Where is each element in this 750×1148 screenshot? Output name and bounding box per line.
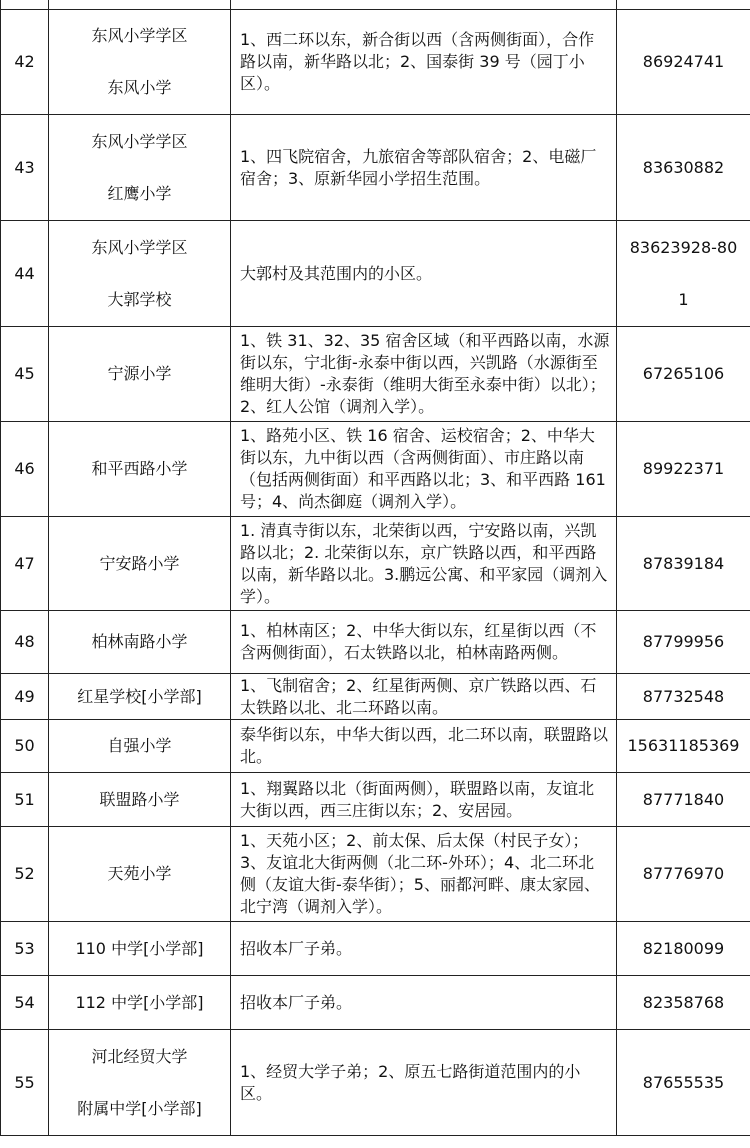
enrollment-range: 1、天苑小区；2、前太保、后太保（村民子女）；3、友谊北大街两侧（北二环-外环）；4、北二环北侧（友谊大街-泰华街）；5、丽都河畔、康太家园、北宁湾（调剂入学）。 bbox=[231, 827, 617, 922]
school-name-cell bbox=[49, 422, 231, 517]
row-number: 51 bbox=[1, 773, 49, 827]
phone-number: 87776970 bbox=[642, 864, 725, 883]
enrollment-range: 1、翔翼路以北（街面两侧），联盟路以南，友谊北大街以西，西三庄街以东；2、安居园。 bbox=[231, 773, 617, 827]
phone-cell bbox=[617, 221, 750, 327]
school-name-cell bbox=[49, 517, 231, 611]
row-number: 48 bbox=[1, 611, 49, 674]
row-number: 46 bbox=[1, 422, 49, 517]
table-row bbox=[1, 221, 750, 327]
row-number: 44 bbox=[1, 221, 49, 327]
phone-cell bbox=[617, 611, 750, 674]
phone-cell bbox=[617, 327, 750, 422]
school-name: 柏林南路小学 bbox=[91, 632, 188, 651]
phone-number: 67265106 bbox=[642, 364, 725, 383]
phone-number: 89922371 bbox=[642, 459, 725, 478]
phone-cell bbox=[617, 674, 750, 720]
school-name-cell bbox=[49, 720, 231, 773]
table-row bbox=[1, 1030, 750, 1136]
phone-number: 87771840 bbox=[642, 789, 725, 809]
row-number: 47 bbox=[1, 517, 49, 611]
table-row-top-cut bbox=[1, 0, 750, 10]
phone-number: 87799956 bbox=[642, 632, 725, 651]
row-number: 55 bbox=[1, 1030, 49, 1136]
phone-number: 15631185369 bbox=[627, 736, 740, 755]
school-name: 和平西路小学 bbox=[91, 459, 188, 478]
school-name-cell bbox=[49, 773, 231, 827]
enrollment-range: 招收本厂子弟。 bbox=[231, 922, 617, 976]
phone-number: 1 bbox=[678, 289, 689, 309]
phone-number: 82358768 bbox=[642, 992, 725, 1012]
phone-number: 87732548 bbox=[642, 686, 725, 706]
enrollment-range: 1、经贸大学子弟；2、原五七路街道范围内的小区。 bbox=[231, 1030, 617, 1136]
row-number: 43 bbox=[1, 115, 49, 221]
school-name: 东风小学学区 bbox=[91, 131, 188, 151]
school-name-cell bbox=[49, 1030, 231, 1136]
phone-number: 83630882 bbox=[642, 157, 725, 177]
school-name-cell bbox=[49, 611, 231, 674]
enrollment-range: 1、西二环以东，新合街以西（含两侧街面），合作路以南，新华路以北；2、国泰街 39 号（园丁小区）。 bbox=[231, 10, 617, 115]
phone-cell bbox=[617, 773, 750, 827]
row-number: 54 bbox=[1, 976, 49, 1030]
school-name: 红鹰小学 bbox=[107, 183, 172, 203]
school-name: 附属中学[小学部] bbox=[77, 1098, 202, 1118]
school-name-cell bbox=[49, 922, 231, 976]
phone-cell bbox=[617, 720, 750, 773]
school-name-cell bbox=[49, 327, 231, 422]
enrollment-range: 1、路苑小区、铁 16 宿舍、运校宿舍；2、中华大街以东，九中街以西（含两侧街面）、市庄路以南（包括两侧街面）和平西路以北；3、和平西路 161 号；4、尚杰御庭（调剂入学）。 bbox=[231, 422, 617, 517]
table-row bbox=[1, 327, 750, 422]
table-row bbox=[1, 517, 750, 611]
table-row bbox=[1, 720, 750, 773]
school-name-cell bbox=[49, 674, 231, 720]
school-name: 东风小学 bbox=[107, 78, 172, 97]
school-name: 112 中学[小学部] bbox=[75, 992, 204, 1012]
row-number: 45 bbox=[1, 327, 49, 422]
school-name-cell bbox=[49, 10, 231, 115]
phone-cell bbox=[617, 922, 750, 976]
table-row bbox=[1, 922, 750, 976]
school-name-cell bbox=[49, 115, 231, 221]
school-name: 红星学校[小学部] bbox=[77, 686, 202, 706]
school-name: 河北经贸大学 bbox=[91, 1046, 188, 1066]
enrollment-range: 泰华街以东，中华大街以西，北二环以南，联盟路以北。 bbox=[231, 720, 617, 773]
phone-cell bbox=[617, 1030, 750, 1136]
school-name-cell bbox=[49, 827, 231, 922]
table-row bbox=[1, 10, 750, 115]
phone-number: 82180099 bbox=[642, 938, 725, 958]
phone-cell bbox=[617, 422, 750, 517]
phone-cell bbox=[617, 827, 750, 922]
table-row bbox=[1, 674, 750, 720]
table-row bbox=[1, 422, 750, 517]
school-name-cell bbox=[49, 221, 231, 327]
enrollment-range: 招收本厂子弟。 bbox=[231, 976, 617, 1030]
enrollment-range: 1、铁 31、32、35 宿舍区域（和平西路以南，水源街以东，宁北街-永泰中街以西，兴凯路（水源街至维明大街）-永泰街（维明大街至永泰中街）以北）；2、红人公馆（调剂入学）。 bbox=[231, 327, 617, 422]
phone-number: 83623928-80 bbox=[629, 237, 738, 257]
table-row bbox=[1, 827, 750, 922]
table-row bbox=[1, 115, 750, 221]
school-name: 东风小学学区 bbox=[91, 237, 188, 257]
school-name-cell bbox=[49, 976, 231, 1030]
enrollment-range: 1、四飞院宿舍，九旅宿舍等部队宿舍；2、电磁厂宿舍；3、原新华园小学招生范围。 bbox=[231, 115, 617, 221]
row-number: 42 bbox=[1, 10, 49, 115]
phone-number: 87839184 bbox=[642, 553, 725, 573]
school-name: 大郭学校 bbox=[107, 289, 172, 309]
enrollment-range: 1、飞制宿舍；2、红星街两侧、京广铁路以西、石太铁路以北、北二环路以南。 bbox=[231, 674, 617, 720]
phone-number: 86924741 bbox=[642, 52, 725, 71]
phone-cell bbox=[617, 10, 750, 115]
table-row bbox=[1, 773, 750, 827]
school-name: 东风小学学区 bbox=[91, 26, 188, 45]
phone-cell bbox=[617, 517, 750, 611]
row-number: 53 bbox=[1, 922, 49, 976]
school-name: 110 中学[小学部] bbox=[75, 938, 204, 958]
school-name: 宁源小学 bbox=[107, 364, 172, 383]
row-number: 52 bbox=[1, 827, 49, 922]
school-name: 联盟路小学 bbox=[99, 789, 180, 809]
enrollment-range: 大郭村及其范围内的小区。 bbox=[231, 221, 617, 327]
row-number: 50 bbox=[1, 720, 49, 773]
enrollment-range: 1. 清真寺街以东，北荣街以西，宁安路以南，兴凯路以北；2. 北荣街以东，京广铁路以西，和平西路以南，新华路以北。3.鹏远公寓、和平家园（调剂入学）。 bbox=[231, 517, 617, 611]
phone-cell bbox=[617, 115, 750, 221]
school-name: 宁安路小学 bbox=[99, 553, 180, 573]
school-name: 天苑小学 bbox=[107, 864, 172, 883]
row-number: 49 bbox=[1, 674, 49, 720]
phone-number: 87655535 bbox=[642, 1072, 725, 1092]
table-row bbox=[1, 976, 750, 1030]
school-name: 自强小学 bbox=[107, 736, 172, 755]
table-row bbox=[1, 611, 750, 674]
phone-cell bbox=[617, 976, 750, 1030]
enrollment-range: 1、柏林南区；2、中华大街以东，红星街以西（不含两侧街面），石太铁路以北，柏林南路两侧。 bbox=[231, 611, 617, 674]
